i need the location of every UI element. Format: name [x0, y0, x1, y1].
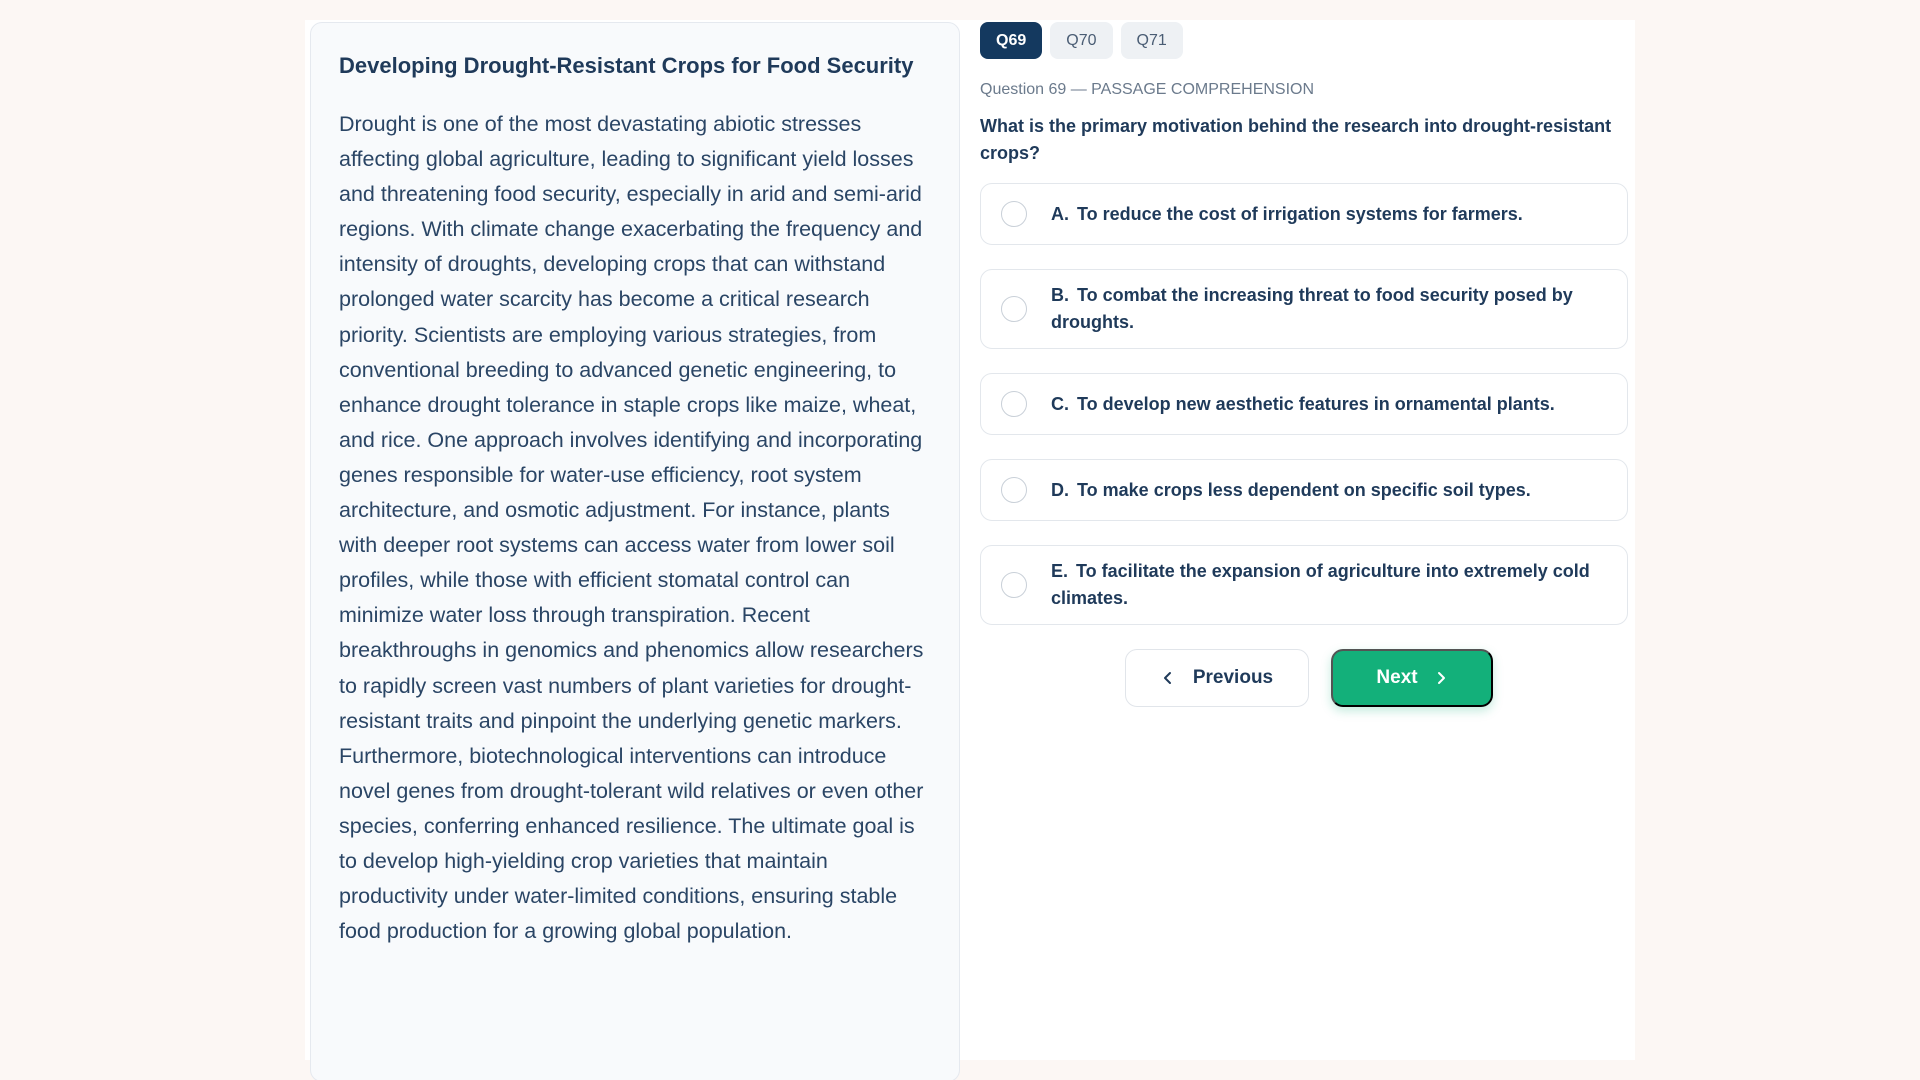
option-c[interactable] — [980, 373, 1628, 435]
navigation-buttons — [980, 649, 1628, 707]
passage-panel — [310, 22, 960, 1080]
chevron-right-icon — [1434, 671, 1448, 685]
answer-options — [980, 183, 1628, 625]
option-text: To make crops less dependent on specific soil types. — [1077, 479, 1531, 500]
tab-q71[interactable]: Q71 — [1121, 22, 1183, 59]
next-label: Next — [1376, 667, 1418, 688]
option-letter: C. — [1051, 393, 1069, 414]
tab-q69[interactable]: Q69 — [980, 22, 1042, 59]
option-label — [1051, 558, 1603, 612]
option-b[interactable] — [980, 269, 1628, 349]
option-text: To reduce the cost of irrigation systems for farmers. — [1077, 203, 1523, 224]
radio-button[interactable] — [1001, 572, 1027, 598]
option-d[interactable] — [980, 459, 1628, 521]
option-label — [1051, 282, 1603, 336]
passage-title: Developing Drought-Resistant Crops for Food Security — [339, 53, 914, 78]
passage-body: Drought is one of the most devastating abiotic stresses affecting global agriculture, leading to significant yield losses and threatening food security, especially in arid and semi-arid regions. With climate change exacerbating the frequency and intensity of droughts, developing crops that can withstand prolonged water scarcity has become a critical research priority. Scientists are employing various strategies, from conventional breeding to advanced genetic engineering, to enhance drought tolerance in staple crops like maize, wheat, and rice. One approach involves identifying and incorporating genes responsible for water-use efficiency, root system architecture, and osmotic adjustment. For instance, plants with deeper root systems can access water from lower soil profiles, while those with efficient stomatal control can minimize water loss through transpiration. Recent breakthroughs in genomics and phenomics allow researchers to rapidly screen vast numbers of plant varieties for drought-resistant traits and pinpoint the underlying genetic markers. Furthermore, biotechnological interventions can introduce novel genes from drought-tolerant wild relatives or even other species, conferring enhanced resilience. The ultimate goal is to develop high-yielding crop varieties that maintain productivity under water-limited conditions, ensuring stable food production for a growing global population. — [339, 112, 924, 944]
option-label — [1051, 477, 1531, 504]
option-label — [1051, 201, 1523, 228]
question-text: What is the primary motivation behind the research into drought-resistant crops? — [980, 116, 1612, 163]
option-a[interactable] — [980, 183, 1628, 245]
question-meta: Question 69 — PASSAGE COMPREHENSION — [980, 81, 1315, 98]
option-text: To combat the increasing threat to food security posed by droughts. — [1051, 285, 1573, 332]
question-tabs — [980, 22, 1628, 59]
option-text: To develop new aesthetic features in ornamental plants. — [1077, 393, 1555, 414]
tab-q70[interactable]: Q70 — [1050, 22, 1112, 59]
option-letter: B. — [1051, 285, 1069, 305]
radio-button[interactable] — [1001, 296, 1027, 322]
option-label — [1051, 391, 1555, 418]
chevron-left-icon — [1161, 671, 1175, 685]
previous-button[interactable] — [1125, 649, 1309, 707]
option-text: To facilitate the expansion of agriculture into extremely cold climates. — [1051, 561, 1590, 608]
option-letter: D. — [1051, 479, 1069, 500]
option-letter: E. — [1051, 561, 1069, 581]
option-e[interactable] — [980, 545, 1628, 625]
previous-label: Previous — [1192, 667, 1274, 688]
radio-button[interactable] — [1001, 477, 1027, 503]
option-letter: A. — [1051, 203, 1069, 224]
next-button[interactable] — [1331, 649, 1493, 707]
question-panel — [980, 22, 1628, 707]
radio-button[interactable] — [1001, 201, 1027, 227]
radio-button[interactable] — [1001, 391, 1027, 417]
